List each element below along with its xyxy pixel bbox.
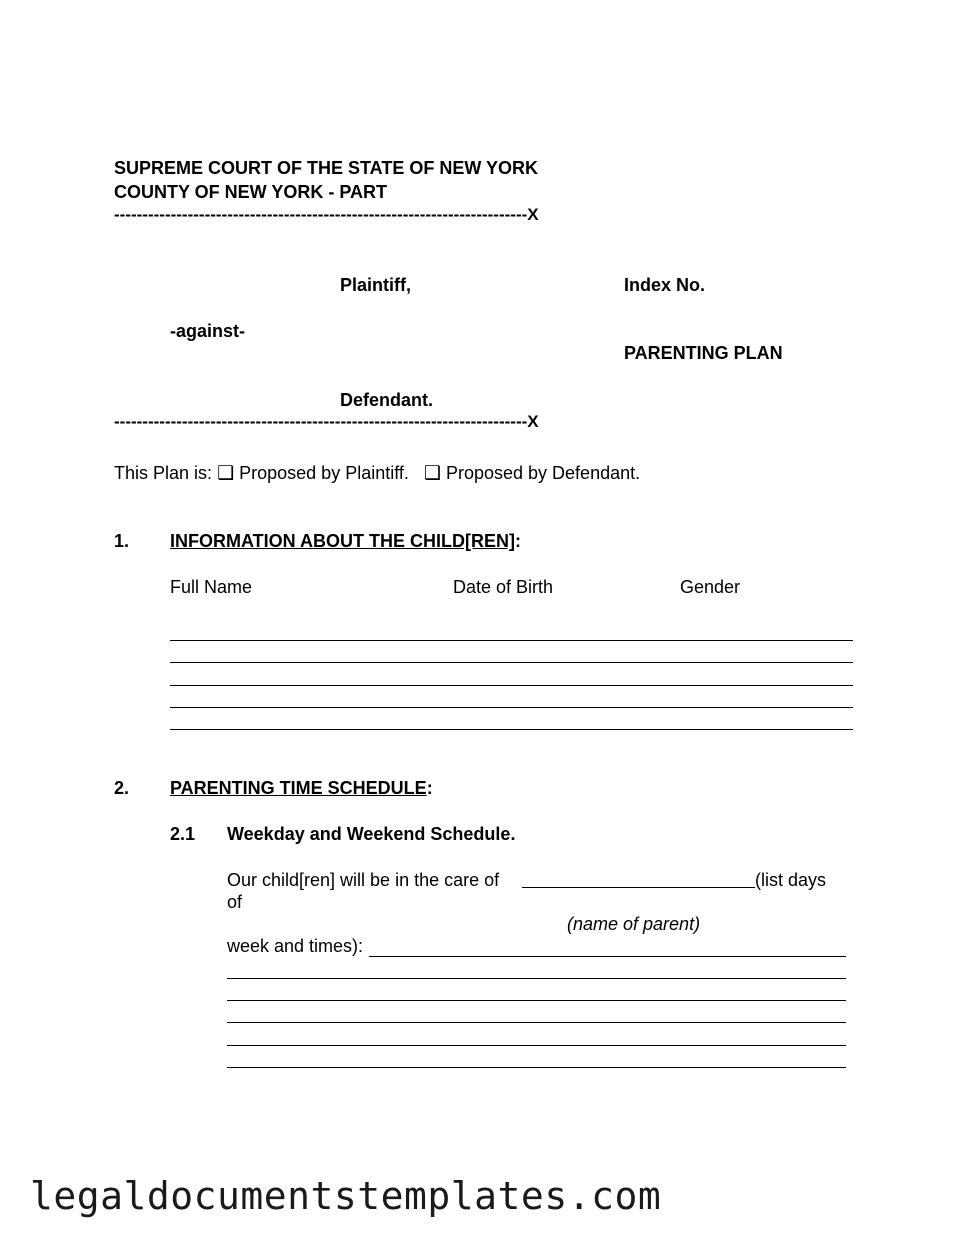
column-date-of-birth: Date of Birth bbox=[453, 577, 554, 597]
care-of-text: Our child[ren] will be in the care of bbox=[227, 870, 500, 890]
document-title: PARENTING PLAN bbox=[624, 343, 783, 363]
plaintiff-label: Plaintiff, bbox=[340, 275, 411, 295]
child-entry-line-3[interactable] bbox=[170, 685, 853, 686]
plan-proposed-row bbox=[114, 462, 640, 485]
of-text: of bbox=[227, 892, 243, 912]
name-of-parent-hint: (name of parent) bbox=[567, 914, 701, 934]
section-1-heading bbox=[170, 531, 521, 552]
section-2-number: 2. bbox=[114, 778, 130, 798]
schedule-line-5[interactable] bbox=[227, 1045, 846, 1046]
subsection-2-1-title: Weekday and Weekend Schedule. bbox=[227, 824, 516, 844]
schedule-line-6[interactable] bbox=[227, 1067, 846, 1068]
court-name-line: SUPREME COURT OF THE STATE OF NEW YORK bbox=[114, 158, 539, 178]
proposed-by-defendant-option: Proposed by Defendant. bbox=[445, 463, 641, 483]
schedule-line-4[interactable] bbox=[227, 1022, 846, 1023]
section-2-title: PARENTING TIME SCHEDULE bbox=[170, 778, 427, 798]
section-2-colon: : bbox=[426, 778, 433, 798]
defendant-label: Defendant. bbox=[340, 390, 434, 410]
list-days-text: (list days bbox=[755, 870, 827, 890]
plan-proposed-label: This Plan is: bbox=[114, 463, 213, 483]
index-no-label: Index No. bbox=[624, 275, 706, 295]
child-entry-line-2[interactable] bbox=[170, 662, 853, 663]
schedule-line-2[interactable] bbox=[227, 978, 846, 979]
county-line: COUNTY OF NEW YORK - PART bbox=[114, 182, 388, 202]
caption-separator-bottom: -------------------------------------------------------------------------X bbox=[114, 412, 539, 431]
child-entry-line-5[interactable] bbox=[170, 729, 853, 730]
child-entry-line-1[interactable] bbox=[170, 640, 853, 641]
section-2-heading bbox=[170, 778, 433, 799]
schedule-line-3[interactable] bbox=[227, 1000, 846, 1001]
plaintiff-checkbox-icon[interactable]: ❑ bbox=[217, 463, 235, 484]
section-1-colon: : bbox=[514, 531, 521, 551]
subsection-2-1-number: 2.1 bbox=[170, 824, 196, 844]
proposed-by-plaintiff-option: Proposed by Plaintiff. bbox=[239, 463, 409, 483]
schedule-line-1[interactable] bbox=[369, 956, 846, 957]
section-1-number: 1. bbox=[114, 531, 130, 551]
defendant-checkbox-icon[interactable]: ❑ bbox=[423, 463, 441, 484]
parent-name-line[interactable] bbox=[522, 887, 755, 888]
child-entry-line-4[interactable] bbox=[170, 707, 853, 708]
section-1-title: INFORMATION ABOUT THE CHILD[REN] bbox=[170, 531, 515, 551]
against-label: -against- bbox=[170, 321, 246, 341]
site-watermark: legaldocumentstemplates.com bbox=[30, 1174, 662, 1218]
week-and-times-label: week and times): bbox=[227, 936, 364, 956]
column-gender: Gender bbox=[680, 577, 741, 597]
column-full-name: Full Name bbox=[170, 577, 253, 597]
caption-separator-top: -------------------------------------------------------------------------X bbox=[114, 205, 539, 224]
